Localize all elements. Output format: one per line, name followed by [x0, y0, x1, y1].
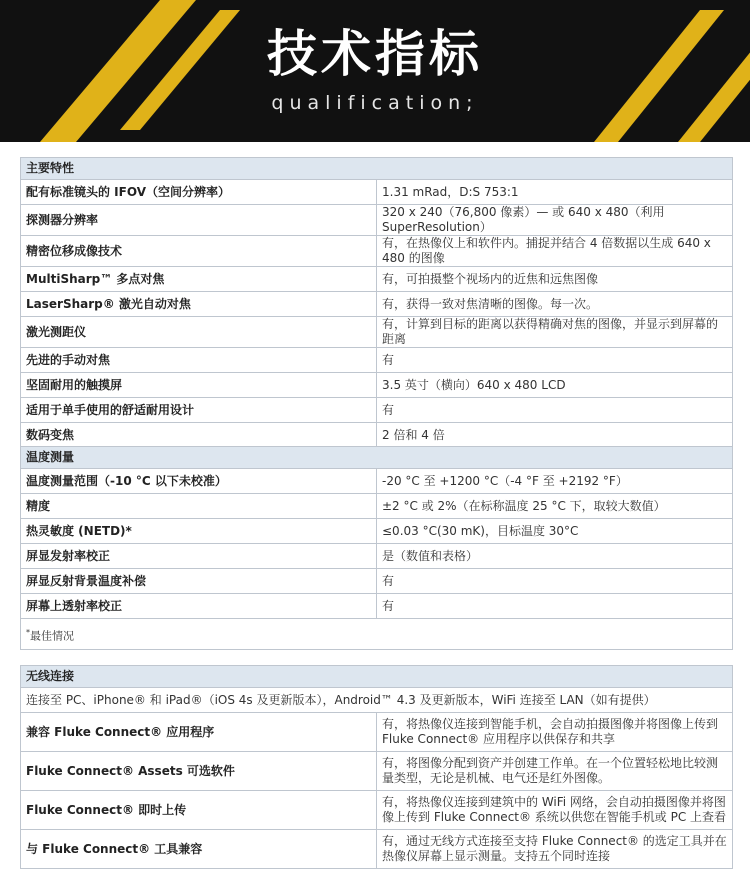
spec-value: 有，将图像分配到资产并创建工作单。在一个位置轻松地比较测量类型，无论是机械、电气还是红外图像。 — [377, 752, 733, 791]
spec-value: 有，在热像仪上和软件内。捕捉并结合 4 倍数据以生成 640 x 480 的图像 — [377, 236, 733, 267]
spec-value: 有 — [377, 594, 733, 619]
spec-label: 探测器分辨率 — [21, 205, 377, 236]
table-row — [21, 423, 733, 448]
spec-value: ≤0.03 °C(30 mK)，目标温度 30°C — [377, 519, 733, 544]
spec-label: Fluke Connect® 即时上传 — [21, 791, 377, 830]
table-row — [21, 373, 733, 398]
spec-table-wireless — [20, 665, 733, 869]
spec-label: 兼容 Fluke Connect® 应用程序 — [21, 713, 377, 752]
spec-label: 屏显反射背景温度补偿 — [21, 569, 377, 594]
spec-value: 320 x 240（76,800 像素）— 或 640 x 480（利用 SuperResolution） — [377, 205, 733, 236]
table-row — [21, 180, 733, 205]
spec-value: 有 — [377, 348, 733, 373]
spec-label: 精度 — [21, 494, 377, 519]
spec-value: 有，可拍摄整个视场内的近焦和远焦图像 — [377, 267, 733, 292]
footnote-text: 最佳情况 — [30, 629, 74, 643]
header-banner — [0, 0, 750, 142]
table-row — [21, 205, 733, 236]
page-subtitle: qualification; — [271, 92, 479, 114]
table-row — [21, 494, 733, 519]
spec-value: 1.31 mRad，D:S 753:1 — [377, 180, 733, 205]
table-row — [21, 830, 733, 869]
table-row — [21, 236, 733, 267]
footnote — [21, 619, 733, 650]
spec-value: 是（数值和表格） — [377, 544, 733, 569]
spec-label: 坚固耐用的触摸屏 — [21, 373, 377, 398]
table-row — [21, 348, 733, 373]
spec-table-temperature — [20, 446, 733, 650]
table-row — [21, 713, 733, 752]
section-title: 无线连接 — [21, 666, 733, 688]
spec-value: 有，将热像仪连接到智能手机，会自动拍摄图像并将图像上传到 Fluke Connect® 应用程序以供保存和共享 — [377, 713, 733, 752]
table-row — [21, 752, 733, 791]
table-row — [21, 688, 733, 713]
spec-value: -20 °C 至 +1200 °C（-4 °F 至 +2192 °F） — [377, 469, 733, 494]
table-row — [21, 317, 733, 348]
spec-label: 精密位移成像技术 — [21, 236, 377, 267]
table-row — [21, 398, 733, 423]
table-row — [21, 469, 733, 494]
section-title: 温度测量 — [21, 447, 733, 469]
table-row — [21, 519, 733, 544]
spec-label: 激光测距仪 — [21, 317, 377, 348]
spec-label: LaserSharp® 激光自动对焦 — [21, 292, 377, 317]
spec-label: 温度测量范围（-10 °C 以下未校准） — [21, 469, 377, 494]
spec-value: ±2 °C 或 2%（在标称温度 25 °C 下，取较大数值） — [377, 494, 733, 519]
section-main-features — [20, 157, 733, 448]
spec-value: 2 倍和 4 倍 — [377, 423, 733, 448]
spec-table-main-features — [20, 157, 733, 448]
table-row — [21, 292, 733, 317]
table-row — [21, 569, 733, 594]
spec-value: 3.5 英寸（横向）640 x 480 LCD — [377, 373, 733, 398]
spec-value: 有，将热像仪连接到建筑中的 WiFi 网络，会自动拍摄图像并将图像上传到 Fluke Connect® 系统以供您在智能手机或 PC 上查看 — [377, 791, 733, 830]
spec-label: 热灵敏度 (NETD)* — [21, 519, 377, 544]
spec-label: 与 Fluke Connect® 工具兼容 — [21, 830, 377, 869]
spec-value: 有 — [377, 398, 733, 423]
connectivity-summary: 连接至 PC、iPhone® 和 iPad®（iOS 4s 及更新版本），Android™ 4.3 及更新版本，WiFi 连接至 LAN（如有提供） — [21, 688, 733, 713]
table-row — [21, 267, 733, 292]
table-row — [21, 544, 733, 569]
section-wireless — [20, 665, 733, 869]
section-title: 主要特性 — [21, 158, 733, 180]
section-temperature — [20, 446, 733, 650]
spec-label: Fluke Connect® Assets 可选软件 — [21, 752, 377, 791]
spec-value: 有，通过无线方式连接至支持 Fluke Connect® 的选定工具并在热像仪屏幕上显示测量。支持五个同时连接 — [377, 830, 733, 869]
spec-label: 数码变焦 — [21, 423, 377, 448]
spec-value: 有 — [377, 569, 733, 594]
spec-value: 有，计算到目标的距离以获得精确对焦的图像，并显示到屏幕的距离 — [377, 317, 733, 348]
spec-label: 屏幕上透射率校正 — [21, 594, 377, 619]
footnote-mark: * — [26, 627, 30, 637]
spec-label: 先进的手动对焦 — [21, 348, 377, 373]
spec-label: 适用于单手使用的舒适耐用设计 — [21, 398, 377, 423]
spec-label: 屏显发射率校正 — [21, 544, 377, 569]
table-row — [21, 594, 733, 619]
table-row — [21, 791, 733, 830]
spec-value: 有，获得一致对焦清晰的图像。每一次。 — [377, 292, 733, 317]
spec-label: 配有标准镜头的 IFOV（空间分辨率） — [21, 180, 377, 205]
footnote-row — [21, 619, 733, 650]
page-title: 技术指标 — [267, 25, 483, 83]
spec-label: MultiSharp™ 多点对焦 — [21, 267, 377, 292]
